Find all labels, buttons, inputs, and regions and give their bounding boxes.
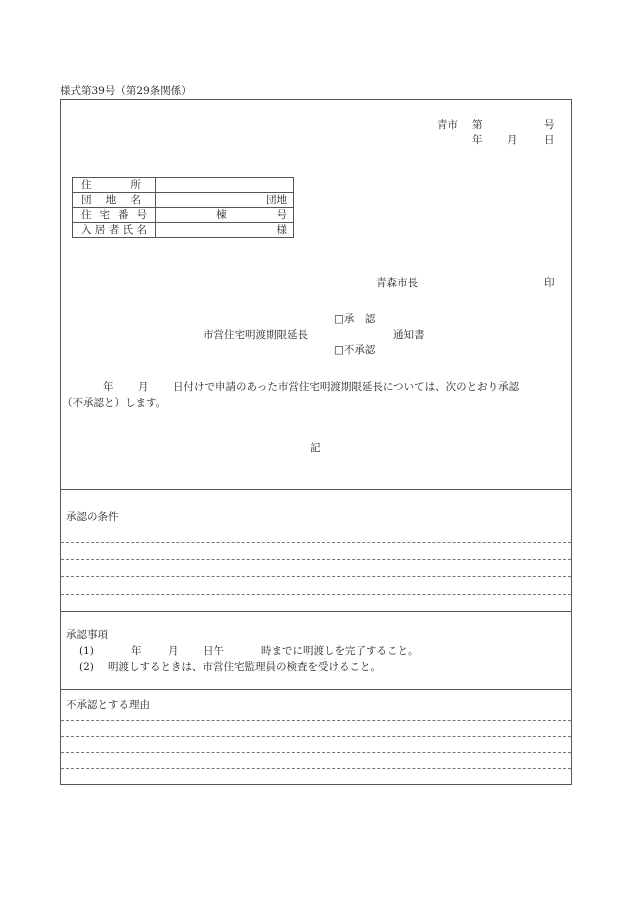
table-row [73, 178, 294, 193]
conditions-line[interactable] [61, 542, 571, 543]
conditions-line[interactable] [61, 594, 571, 595]
number-go: 号 [544, 119, 555, 131]
date-month: 月 [507, 134, 518, 146]
body-line2: （不承認と）します。 [62, 397, 167, 409]
ki-mark: 記 [310, 442, 321, 454]
city-prefix: 青市 [437, 119, 458, 131]
number-dai: 第 [472, 119, 483, 131]
notice-suffix: 通知書 [393, 329, 425, 341]
conditions-line[interactable] [61, 576, 571, 577]
issuer-name: 青森市長 [376, 277, 418, 289]
body-year: 年 [103, 381, 114, 393]
body-month: 月 [138, 381, 149, 393]
item2-number: (2) [79, 661, 94, 673]
form-label: 様式第39号（第29条関係） [60, 85, 192, 97]
house-number-label: 住 宅 番 号 [73, 208, 156, 223]
recipient-info-table [72, 177, 294, 238]
item1-text: 時までに明渡しを完了すること。 [261, 645, 419, 657]
house-number-value [156, 208, 294, 223]
address-value [156, 178, 294, 193]
item1-number: (1) [79, 645, 94, 657]
body-line1: 日付けで申請のあった市営住宅明渡期限延長については、次のとおり承認 [173, 381, 520, 393]
resident-name-label: 入 居 者 氏 名 [73, 223, 156, 238]
date-year: 年 [472, 134, 483, 146]
date-day: 日 [544, 134, 555, 146]
reason-line[interactable] [61, 752, 571, 753]
building-unit: 棟 [216, 209, 227, 221]
room-unit: 号 [276, 209, 287, 221]
section-divider [60, 689, 572, 690]
item2-text: 明渡しするときは、市営住宅監理員の検査を受けること。 [108, 661, 381, 673]
danchi-label: 団 地 名 [73, 193, 156, 208]
resident-name-value: 様 [156, 223, 294, 238]
approval-items-heading: 承認事項 [66, 629, 108, 641]
option-disapprove: □不承認 [334, 344, 376, 356]
item1-year: 年 [131, 645, 142, 657]
conditions-line[interactable] [61, 559, 571, 560]
reason-line[interactable] [61, 736, 571, 737]
section-divider [60, 489, 572, 490]
conditions-heading: 承認の条件 [66, 511, 119, 523]
danchi-value: 団地 [156, 193, 294, 208]
item1-month: 月 [168, 645, 179, 657]
reason-line[interactable] [61, 720, 571, 721]
table-row [73, 193, 294, 208]
table-row [73, 223, 294, 238]
item1-day: 日午 [203, 645, 224, 657]
seal-mark: 印 [544, 277, 555, 289]
reason-line[interactable] [61, 768, 571, 769]
table-row [73, 208, 294, 223]
option-approve: □承 認 [334, 313, 376, 325]
disapproval-heading: 不承認とする理由 [66, 699, 150, 711]
notice-title: 市営住宅明渡期限延長 [203, 329, 308, 341]
section-divider [60, 611, 572, 612]
address-label: 住 所 [73, 178, 156, 193]
